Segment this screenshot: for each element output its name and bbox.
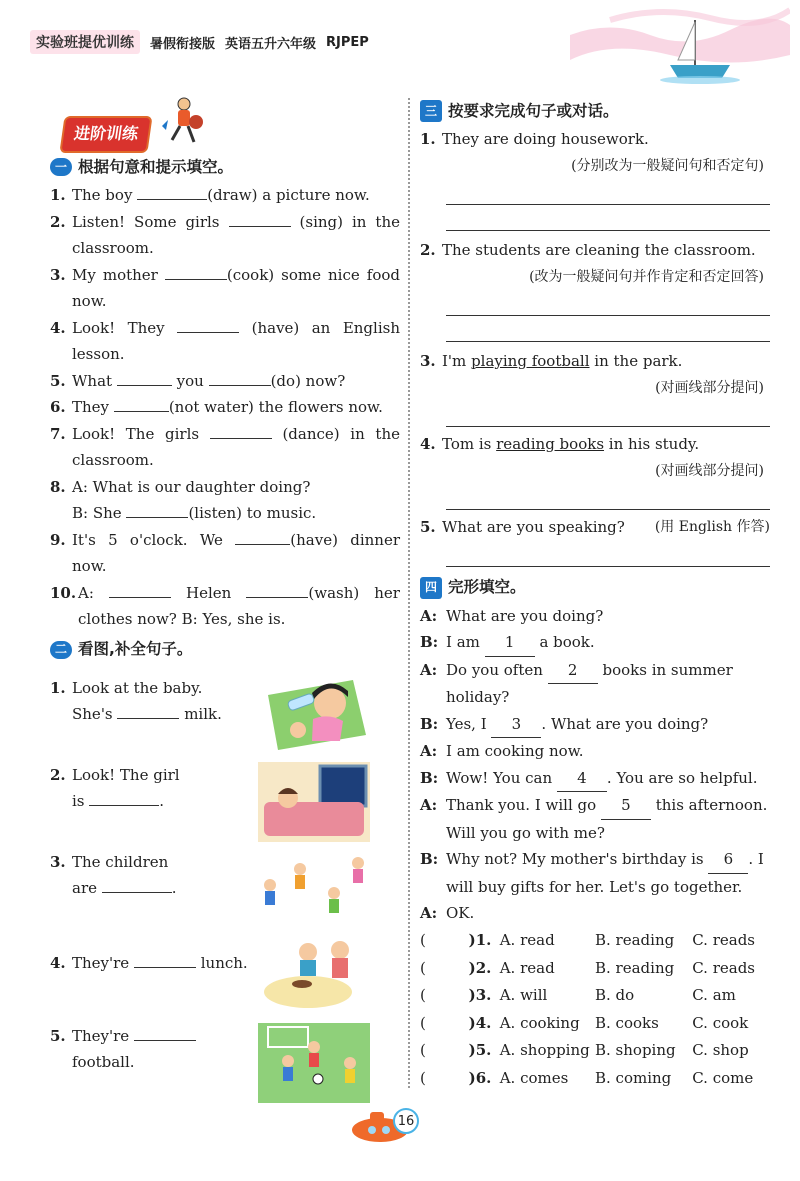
girl-sleeping-picture	[258, 762, 370, 842]
s2-question	[50, 675, 400, 762]
s2-question	[50, 936, 400, 1023]
dialog-text: I am	[446, 633, 480, 651]
question-number: 9.	[50, 530, 66, 549]
dialog-line	[420, 657, 770, 711]
choice-number: )5.	[468, 1041, 492, 1059]
s2-text	[50, 849, 250, 902]
question-text: lunch.	[200, 953, 248, 972]
question-text: (draw) a picture now.	[207, 186, 370, 204]
question-text: A:	[78, 583, 94, 602]
question-text: (have) an English lesson.	[72, 318, 400, 363]
instruction-note: (用 English 作答)	[654, 519, 770, 535]
choice-number: )6.	[468, 1068, 492, 1087]
dialog-text: Yes, I	[446, 714, 487, 733]
dialog-text: . What are you doing?	[541, 714, 709, 733]
answer-blank[interactable]	[137, 183, 207, 200]
question-text: Tom is	[442, 435, 492, 453]
question-number: 7.	[50, 424, 66, 443]
instruction-note: (改为一般疑问句并作肯定和否定回答)	[529, 268, 764, 285]
running-boy-icon	[158, 96, 206, 148]
dialog-text: I am cooking now.	[446, 742, 584, 760]
s1-question	[50, 315, 400, 368]
choice-option[interactable]: B. do	[595, 986, 635, 1004]
question-text: They are doing housework.	[442, 130, 649, 148]
question-text: B: She	[72, 504, 122, 522]
choice-option[interactable]: C. come	[692, 1068, 754, 1087]
dialog-line	[420, 792, 770, 846]
children-playing-football-picture	[258, 1023, 370, 1103]
answer-line[interactable]	[446, 484, 770, 510]
dialog-text: . I	[748, 850, 764, 868]
question-text: Look at the baby.	[72, 678, 203, 697]
answer-paren[interactable]: (	[420, 958, 426, 977]
edition-label: 暑假衔接版	[150, 36, 216, 52]
section1-number: 一	[50, 158, 72, 176]
question-text: My mother	[72, 265, 158, 284]
choice-option[interactable]: A. comes	[499, 1068, 569, 1087]
family-lunch-picture	[258, 936, 370, 1016]
question-number: 3.	[50, 265, 66, 284]
question-text: The children	[72, 852, 169, 871]
dialog-line	[420, 738, 770, 765]
instruction-note: (分别改为一般疑问句和否定句)	[571, 157, 764, 174]
cloze-blank[interactable]: 6	[708, 846, 748, 874]
answer-line[interactable]	[446, 179, 770, 205]
section1-title-text: 根据句意和提示填空。	[78, 157, 234, 176]
s2-question	[50, 762, 400, 849]
question-number: 1.	[50, 186, 66, 204]
s3-question	[420, 237, 770, 264]
cloze-blank[interactable]: 3	[491, 711, 541, 739]
dialog-line	[420, 765, 770, 793]
s1-question	[50, 527, 400, 580]
s1-question	[50, 474, 400, 527]
section1-title	[50, 154, 400, 180]
question-number: 10.	[50, 583, 77, 602]
question-text: A: What is our daughter doing?	[72, 477, 311, 496]
underlined-text: playing football	[471, 352, 590, 370]
cloze-blank[interactable]: 4	[557, 765, 607, 793]
choice-row[interactable]	[420, 1064, 770, 1092]
answer-blank[interactable]	[246, 581, 308, 598]
answer-paren[interactable]: (	[420, 986, 426, 1004]
choice-option[interactable]: B. cooks	[595, 1013, 659, 1032]
dialog-text: Will you go with me?	[446, 823, 605, 842]
question-text: football.	[72, 1053, 135, 1071]
answer-blank[interactable]	[210, 422, 272, 439]
s1-question	[50, 368, 400, 395]
dialog-text: Do you often	[446, 660, 543, 679]
dialog-text: OK.	[446, 904, 475, 922]
column-divider	[408, 98, 410, 1088]
s3-question	[420, 514, 770, 541]
s2-text	[50, 1023, 250, 1076]
advanced-training-banner	[62, 116, 150, 153]
choice-option[interactable]: C. am	[692, 986, 736, 1004]
question-number: 6.	[50, 398, 66, 416]
question-text: I'm	[442, 352, 467, 370]
question-text: in the park.	[594, 352, 683, 370]
answer-blank[interactable]	[117, 702, 179, 719]
question-text: (dance) in the classroom.	[72, 424, 400, 469]
dialog-text: Wow! You can	[446, 768, 553, 787]
s2-question	[50, 849, 400, 936]
answer-blank[interactable]	[126, 501, 188, 518]
choice-row[interactable]	[420, 1037, 770, 1065]
choice-row[interactable]	[420, 954, 770, 982]
question-text: Look! They	[72, 318, 165, 337]
series-title: 实验班提优训练	[30, 30, 140, 54]
answer-paren[interactable]: (	[420, 1013, 426, 1032]
instruction-note: (对画线部分提问)	[655, 462, 764, 479]
question-text: What are you speaking?	[442, 518, 625, 536]
question-text: milk.	[184, 705, 222, 723]
s1-question	[50, 394, 400, 421]
question-number: 5.	[420, 518, 436, 536]
choice-option[interactable]: B. reading	[595, 958, 675, 977]
banner-label: 进阶训练	[59, 116, 152, 153]
choice-option[interactable]: B. coming	[595, 1068, 672, 1087]
choice-option[interactable]: A. read	[499, 958, 555, 977]
s3-question	[420, 348, 770, 375]
s1-question	[50, 262, 400, 315]
choice-option[interactable]: C. reads	[692, 958, 755, 977]
choice-option[interactable]: A. shopping	[499, 1041, 590, 1059]
header-band	[30, 30, 369, 54]
dialog-line	[420, 900, 770, 927]
question-text: (listen) to music.	[188, 504, 317, 522]
question-text: It's 5 o'clock. We	[72, 530, 223, 549]
question-text: Listen! Some girls	[72, 212, 220, 231]
question-text: in his study.	[608, 435, 700, 453]
choice-row[interactable]	[420, 982, 770, 1010]
section2-number: 二	[50, 641, 72, 659]
sailboat-decoration-icon	[570, 0, 790, 90]
question-number: 3.	[420, 352, 436, 370]
answer-line[interactable]	[446, 541, 770, 567]
answer-blank[interactable]	[165, 263, 227, 280]
section2-title-text: 看图,补全句子。	[78, 640, 193, 659]
dialog-text: books in summer	[602, 660, 733, 679]
question-text: .	[159, 792, 165, 810]
cloze-blank[interactable]: 2	[548, 657, 598, 685]
s2-question	[50, 1023, 400, 1110]
question-text: They're	[72, 1026, 130, 1045]
s2-text	[50, 762, 250, 815]
choice-row[interactable]	[420, 927, 770, 955]
answer-line[interactable]	[446, 401, 770, 427]
choice-number: )4.	[468, 1013, 492, 1032]
section4-title-text: 完形填空。	[448, 578, 526, 597]
cloze-blank[interactable]: 5	[601, 792, 651, 820]
question-text: Look! The girl	[72, 765, 180, 784]
page-header	[0, 0, 800, 90]
question-text: (wash) her clothes now? B: Yes, she is.	[78, 583, 400, 628]
choice-option[interactable]: C. shop	[692, 1041, 749, 1059]
answer-blank[interactable]	[102, 876, 172, 893]
choice-option[interactable]: A. read	[499, 931, 555, 949]
dialog-text: this afternoon.	[655, 796, 768, 814]
question-text: (have) dinner now.	[72, 530, 400, 575]
question-text: .	[171, 879, 177, 897]
dialog-text: will buy gifts for her. Let's go together.	[446, 877, 743, 896]
answer-paren[interactable]: (	[420, 1068, 426, 1087]
choice-number: )2.	[468, 958, 492, 977]
subject-label: 英语五升六年级	[225, 36, 317, 52]
choice-option[interactable]: A. cooking	[499, 1013, 580, 1032]
speaker: A:	[420, 742, 438, 760]
section2-title	[50, 637, 400, 663]
choice-option[interactable]: C. cook	[692, 1013, 749, 1032]
answer-blank[interactable]	[114, 395, 169, 412]
choice-row[interactable]	[420, 1009, 770, 1037]
section3-title	[420, 98, 770, 124]
s2-text	[50, 950, 250, 977]
answer-line[interactable]	[446, 205, 770, 231]
question-text: (do) now?	[270, 371, 346, 390]
question-number: 4.	[420, 435, 436, 453]
choice-option[interactable]: C. reads	[692, 931, 755, 949]
s3-question	[420, 126, 770, 153]
choice-option[interactable]: B. reading	[595, 931, 675, 949]
question-text: The students are cleaning the classroom.	[442, 241, 756, 259]
cloze-blank[interactable]: 1	[485, 629, 535, 657]
question-text: The boy	[72, 186, 133, 204]
right-column	[420, 96, 770, 1092]
question-text: is	[72, 792, 85, 810]
dialog-text: Thank you. I will go	[446, 796, 597, 814]
answer-paren[interactable]: (	[420, 931, 426, 949]
question-number: 2.	[50, 212, 66, 231]
question-number: 3.	[50, 852, 66, 871]
answer-blank[interactable]	[235, 528, 290, 545]
dialog-text: a book.	[539, 633, 595, 651]
choice-option[interactable]: B. shoping	[595, 1041, 676, 1059]
dialog-line	[420, 846, 770, 900]
speaker: B:	[420, 714, 439, 733]
question-number: 1.	[420, 130, 436, 148]
s1-question	[50, 421, 400, 474]
choice-number: )1.	[468, 931, 492, 949]
banner-row	[50, 96, 400, 152]
answer-blank[interactable]	[177, 316, 239, 333]
question-text: (cook) some nice food now.	[72, 265, 400, 310]
question-number: 4.	[50, 318, 66, 337]
question-number: 5.	[50, 371, 66, 390]
question-text: are	[72, 879, 97, 897]
answer-line[interactable]	[446, 290, 770, 316]
choice-number: )3.	[468, 986, 492, 1004]
dialog-line	[420, 629, 770, 657]
speaker: B:	[420, 850, 439, 868]
s1-question	[50, 580, 400, 633]
speaker: B:	[420, 768, 439, 787]
answer-blank[interactable]	[89, 789, 159, 806]
question-text: you	[176, 371, 204, 390]
question-number: 2.	[420, 241, 436, 259]
left-column	[50, 96, 400, 1110]
question-text: Look! The girls	[72, 424, 200, 443]
dialog-text: What are you doing?	[446, 606, 604, 625]
answer-blank[interactable]	[209, 369, 271, 386]
section4-number: 四	[420, 577, 442, 599]
answer-blank[interactable]	[134, 1024, 196, 1041]
speaker: A:	[420, 606, 438, 625]
dialog-text: holiday?	[446, 688, 510, 706]
dialog-text: . You are so helpful.	[606, 768, 758, 787]
s1-question	[50, 209, 400, 262]
section4-title	[420, 575, 770, 601]
code-label: RJPEP	[326, 34, 369, 50]
instruction-note: (对画线部分提问)	[655, 379, 764, 396]
baby-drinking-milk-picture	[258, 675, 370, 755]
speaker: B:	[420, 633, 439, 651]
speaker: A:	[420, 904, 438, 922]
question-text: Helen	[186, 583, 232, 602]
question-text: What	[72, 371, 113, 390]
underlined-text: reading books	[496, 435, 605, 453]
answer-blank[interactable]	[229, 210, 291, 227]
s3-question	[420, 431, 770, 458]
question-number: 1.	[50, 678, 66, 697]
answer-blank[interactable]	[117, 369, 172, 386]
question-text: (sing) in the classroom.	[72, 212, 400, 257]
dialog-text: Why not? My mother's birthday is	[446, 850, 704, 868]
question-number: 4.	[50, 953, 66, 972]
answer-blank[interactable]	[109, 581, 171, 598]
speaker: A:	[420, 660, 438, 679]
dialog-line	[420, 603, 770, 630]
section3-number: 三	[420, 100, 442, 122]
section3-title-text: 按要求完成句子或对话。	[448, 101, 619, 120]
dialog-line	[420, 711, 770, 739]
question-number: 2.	[50, 765, 66, 784]
children-running-picture	[258, 849, 370, 929]
question-text: They	[72, 398, 110, 416]
question-number: 8.	[50, 477, 66, 496]
question-number: 5.	[50, 1026, 66, 1045]
answer-line[interactable]	[446, 316, 770, 342]
answer-paren[interactable]: (	[420, 1041, 426, 1059]
question-text: She's	[72, 705, 113, 723]
question-text: (not water) the flowers now.	[168, 398, 383, 416]
choice-option[interactable]: A. will	[499, 986, 548, 1004]
s2-text	[50, 675, 250, 728]
question-text: They're	[72, 953, 130, 972]
s1-question	[50, 182, 400, 209]
page-number: 16	[393, 1108, 419, 1134]
answer-blank[interactable]	[134, 951, 196, 968]
speaker: A:	[420, 796, 438, 814]
